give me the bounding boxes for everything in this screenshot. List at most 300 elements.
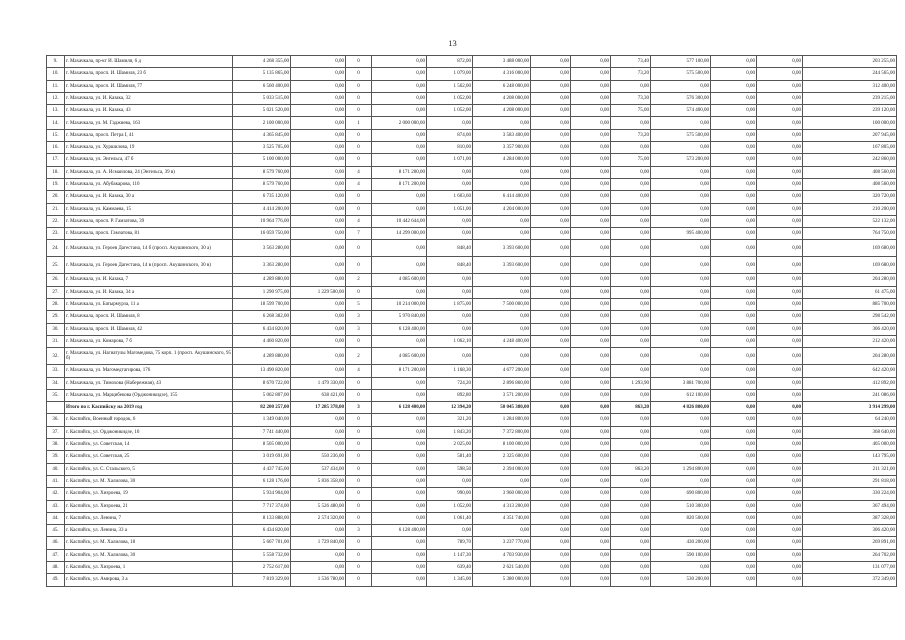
value-cell: 0,00	[611, 537, 651, 549]
value-cell: 3	[346, 323, 372, 335]
value-cell: 4 677 200,00	[473, 365, 531, 377]
value-cell: 0	[346, 377, 372, 389]
value-cell: 242 860,00	[803, 154, 897, 166]
value-cell: 577 100,00	[651, 56, 711, 68]
value-cell: 0,00	[473, 348, 531, 365]
value-cell: 0,00	[531, 574, 571, 586]
value-cell: 0,00	[651, 451, 711, 463]
value-cell: 0,00	[291, 80, 346, 92]
value-cell: 0,00	[611, 178, 651, 190]
address-cell: г. Махачкала, просп. И. Шамиля, 42	[65, 323, 233, 335]
value-cell: 0,00	[291, 525, 346, 537]
value-cell: 0,00	[531, 166, 571, 178]
value-cell: 0,00	[531, 154, 571, 166]
value-cell: 3 393 600,00	[473, 257, 531, 274]
value-cell: 0,00	[651, 80, 711, 92]
value-cell: 211 321,00	[803, 463, 897, 475]
value-cell: 0,00	[651, 286, 711, 298]
address-cell: г. Каспийск, ул. С. Стальского, 5	[65, 463, 233, 475]
value-cell: 0,00	[571, 228, 611, 240]
value-cell: 0,00	[427, 178, 473, 190]
row-number: 44.	[47, 512, 65, 524]
value-cell: 863,20	[611, 402, 651, 414]
value-cell: 0	[346, 286, 372, 298]
value-cell: 0,00	[757, 178, 803, 190]
address-cell: г. Махачкала, ул. Марцибекова (Орджоникидзе), 155	[65, 389, 233, 401]
value-cell: 690 800,00	[651, 488, 711, 500]
value-cell: 0,00	[372, 512, 427, 524]
value-cell: 0,00	[531, 365, 571, 377]
value-cell: 0,00	[757, 426, 803, 438]
value-cell: 0,00	[571, 166, 611, 178]
value-cell: 0,00	[291, 335, 346, 347]
table-row	[47, 500, 897, 512]
row-number: 39.	[47, 451, 65, 463]
value-cell: 0,00	[757, 299, 803, 311]
value-cell: 0,00	[757, 414, 803, 426]
row-number: 31.	[47, 335, 65, 347]
value-cell: 530 200,00	[651, 574, 711, 586]
value-cell: 810,00	[427, 142, 473, 154]
value-cell: 0,00	[711, 402, 757, 414]
value-cell: 0,00	[473, 311, 531, 323]
table-row	[47, 228, 897, 240]
value-cell: 6 434 820,00	[233, 525, 291, 537]
value-cell: 0,00	[611, 240, 651, 257]
value-cell: 0,00	[473, 525, 531, 537]
value-cell: 885 700,00	[803, 299, 897, 311]
address-cell: г. Махачкала, ул. Нагиатулы Магомедова, 75 корп. 1 (просп. Акушинского, 95 б)	[65, 348, 233, 365]
value-cell: 0,00	[531, 56, 571, 68]
address-cell: г. Каспийск, ул. М. Халилова, 30	[65, 475, 233, 487]
value-cell: 8 100 000,00	[473, 439, 531, 451]
value-cell: 1 229 500,00	[291, 286, 346, 298]
value-cell: 6 414 400,00	[473, 191, 531, 203]
value-cell: 0,00	[757, 228, 803, 240]
value-cell: 0,00	[611, 426, 651, 438]
value-cell: 612 100,00	[651, 389, 711, 401]
table-row	[47, 178, 897, 190]
value-cell: 0,00	[651, 414, 711, 426]
value-cell: 7 819 329,00	[233, 574, 291, 586]
row-number: 45.	[47, 525, 65, 537]
value-cell: 872,00	[427, 56, 473, 68]
address-cell: г. Махачкала, ул. А. Исмаилова, 24 (Энгельса, 39 в)	[65, 166, 233, 178]
value-cell: 848,40	[427, 240, 473, 257]
value-cell: 0,00	[757, 549, 803, 561]
value-cell: 0,00	[757, 561, 803, 573]
value-cell: 0,00	[611, 525, 651, 537]
value-cell: 0,00	[531, 475, 571, 487]
value-cell: 0,00	[711, 191, 757, 203]
row-number: 34.	[47, 377, 65, 389]
row-number: 30.	[47, 323, 65, 335]
value-cell: 0,00	[611, 335, 651, 347]
value-cell: 82 200 257,00	[233, 402, 291, 414]
value-cell: 0,00	[372, 488, 427, 500]
value-cell: 0,00	[291, 561, 346, 573]
value-cell: 3 563 280,00	[233, 240, 291, 257]
address-cell: г. Махачкала, ул. Героев Дагестана, 14 б (просп. Акушинского, 30 а)	[65, 240, 233, 257]
row-number: 26.	[47, 274, 65, 286]
value-cell: 0	[346, 129, 372, 141]
value-cell: 5 380 000,00	[473, 574, 531, 586]
value-cell: 0,00	[711, 488, 757, 500]
value-cell: 4 316 000,00	[473, 68, 531, 80]
address-cell: г. Каспийск, ул. Амирова, 3 а	[65, 574, 233, 586]
value-cell: 1 052,00	[427, 500, 473, 512]
value-cell: 995 400,00	[651, 228, 711, 240]
value-cell: 241 086,00	[803, 389, 897, 401]
address-cell: г. Махачкала, ул. Абубакарова, 110	[65, 178, 233, 190]
value-cell: 368 640,00	[803, 426, 897, 438]
value-cell: 0,00	[571, 402, 611, 414]
value-cell: 598,50	[427, 463, 473, 475]
value-cell: 3	[346, 311, 372, 323]
value-cell: 0,00	[757, 129, 803, 141]
value-cell: 0,00	[711, 299, 757, 311]
value-cell: 0,00	[473, 274, 531, 286]
value-cell: 2 100 000,00	[233, 117, 291, 129]
value-cell: 0,00	[651, 274, 711, 286]
table-row	[47, 215, 897, 227]
value-cell: 0,00	[531, 348, 571, 365]
value-cell: 0,00	[291, 549, 346, 561]
value-cell: 3 393 600,00	[473, 240, 531, 257]
row-number: 25.	[47, 257, 65, 274]
value-cell: 0,00	[711, 105, 757, 117]
address-cell: г. Махачкала, просп. Петра I, 41	[65, 129, 233, 141]
address-cell: г. Махачкала, просп. И. Шамиля, 23 б	[65, 68, 233, 80]
value-cell: 210 200,00	[803, 203, 897, 215]
value-cell: 0,00	[372, 203, 427, 215]
address-cell: г. Махачкала, ул. Хуршилова, 19	[65, 142, 233, 154]
value-cell: 7 500 000,00	[473, 299, 531, 311]
value-cell: 0,00	[611, 142, 651, 154]
value-cell: 0,00	[651, 561, 711, 573]
value-cell: 0,00	[372, 451, 427, 463]
value-cell: 0	[346, 68, 372, 80]
value-cell: 4 365 845,00	[233, 129, 291, 141]
value-cell: 0,00	[611, 348, 651, 365]
table-row	[47, 488, 897, 500]
page-number: 13	[448, 38, 457, 48]
value-cell: 0	[346, 537, 372, 549]
value-cell: 6 434 820,00	[233, 323, 291, 335]
value-cell: 0,00	[651, 142, 711, 154]
value-cell: 0,00	[372, 80, 427, 92]
value-cell: 6 128 400,00	[372, 525, 427, 537]
value-cell: 573 200,00	[651, 154, 711, 166]
value-cell: 430 200,00	[651, 537, 711, 549]
value-cell: 0,00	[711, 178, 757, 190]
address-cell: Итого по г. Каспийску на 2019 год	[65, 402, 233, 414]
value-cell: 4 208 000,00	[473, 105, 531, 117]
address-cell: г. Каспийск, ул. Ленина, 7	[65, 512, 233, 524]
value-cell: 0	[346, 56, 372, 68]
address-cell: г. Каспийск, ул. М. Халилова, 30	[65, 549, 233, 561]
value-cell: 5 558 732,00	[233, 549, 291, 561]
row-number: 46.	[47, 537, 65, 549]
table-row	[47, 414, 897, 426]
address-cell: г. Махачкала, ул. Батырмурза, 11 а	[65, 299, 233, 311]
table-row	[47, 561, 897, 573]
value-cell: 0,00	[611, 561, 651, 573]
value-cell: 0,00	[651, 335, 711, 347]
value-cell: 0,00	[651, 311, 711, 323]
value-cell: 0,00	[291, 117, 346, 129]
row-number: 49.	[47, 574, 65, 586]
value-cell: 0,00	[473, 323, 531, 335]
value-cell: 0,00	[611, 274, 651, 286]
value-cell: 550 236,00	[291, 451, 346, 463]
table-row	[47, 274, 897, 286]
value-cell: 408 560,00	[803, 166, 897, 178]
value-cell: 0,00	[651, 215, 711, 227]
value-cell: 408 560,00	[803, 178, 897, 190]
value-cell: 6 128 400,00	[372, 323, 427, 335]
value-cell: 0,00	[571, 203, 611, 215]
value-cell: 0,00	[372, 439, 427, 451]
value-cell: 0	[346, 500, 372, 512]
table-row	[47, 574, 897, 586]
value-cell: 0,00	[372, 561, 427, 573]
value-cell: 2 574 320,00	[291, 512, 346, 524]
value-cell: 0,00	[291, 323, 346, 335]
table-row	[47, 80, 897, 92]
value-cell: 0,00	[611, 500, 651, 512]
value-cell: 1 294 800,00	[651, 463, 711, 475]
value-cell: 5 526 480,00	[291, 500, 346, 512]
value-cell: 4 208 000,00	[473, 92, 531, 104]
value-cell: 0,00	[611, 166, 651, 178]
value-cell: 0	[346, 488, 372, 500]
value-cell: 0,00	[531, 512, 571, 524]
value-cell: 0,00	[711, 286, 757, 298]
value-cell: 0,00	[757, 215, 803, 227]
value-cell: 0	[346, 191, 372, 203]
value-cell: 0	[346, 92, 372, 104]
value-cell: 0,00	[531, 274, 571, 286]
value-cell: 0	[346, 439, 372, 451]
value-cell: 4 703 930,00	[473, 549, 531, 561]
value-cell: 0,00	[291, 365, 346, 377]
value-cell: 642 420,00	[803, 365, 897, 377]
value-cell: 0,00	[571, 117, 611, 129]
value-cell: 0,00	[757, 402, 803, 414]
value-cell: 0,00	[531, 228, 571, 240]
value-cell: 64 240,00	[803, 414, 897, 426]
row-number: 20.	[47, 191, 65, 203]
value-cell: 212 420,00	[803, 335, 897, 347]
value-cell: 6 128 176,00	[233, 475, 291, 487]
value-cell: 4 289 880,00	[233, 274, 291, 286]
table-row	[47, 348, 897, 365]
value-cell: 0,00	[531, 389, 571, 401]
value-cell: 0,00	[651, 257, 711, 274]
value-cell: 75,00	[611, 154, 651, 166]
value-cell: 4	[346, 178, 372, 190]
value-cell: 0,00	[427, 166, 473, 178]
value-cell: 3 571 200,00	[473, 389, 531, 401]
value-cell: 576 300,00	[651, 92, 711, 104]
value-cell: 0,00	[611, 191, 651, 203]
value-cell: 0,00	[651, 299, 711, 311]
value-cell: 1 079,00	[427, 68, 473, 80]
value-cell: 16 059 750,00	[233, 228, 291, 240]
value-cell: 4 414 200,00	[233, 203, 291, 215]
value-cell: 1 479 330,00	[291, 377, 346, 389]
value-cell: 0,00	[291, 488, 346, 500]
value-cell: 0,00	[372, 574, 427, 586]
row-number: 41.	[47, 475, 65, 487]
value-cell: 372 349,00	[803, 574, 897, 586]
row-number: 17.	[47, 154, 65, 166]
value-cell: 0,00	[757, 348, 803, 365]
value-cell: 0,00	[651, 323, 711, 335]
value-cell: 73,30	[611, 92, 651, 104]
value-cell: 0	[346, 426, 372, 438]
value-cell: 1 293,90	[611, 377, 651, 389]
value-cell: 143 795,00	[803, 451, 897, 463]
value-cell: 0,00	[757, 500, 803, 512]
register-table	[46, 55, 897, 587]
value-cell: 306 420,00	[803, 525, 897, 537]
value-cell: 0,00	[531, 178, 571, 190]
value-cell: 330 224,00	[803, 488, 897, 500]
value-cell: 0,00	[571, 286, 611, 298]
value-cell: 4	[346, 365, 372, 377]
value-cell: 0,00	[372, 463, 427, 475]
value-cell: 0,00	[571, 561, 611, 573]
value-cell: 3	[346, 525, 372, 537]
row-number: 19.	[47, 178, 65, 190]
value-cell: 874,00	[427, 129, 473, 141]
value-cell: 0,00	[531, 203, 571, 215]
value-cell: 1 168,30	[427, 365, 473, 377]
value-cell: 0,00	[611, 323, 651, 335]
value-cell: 0,00	[531, 80, 571, 92]
value-cell: 0,00	[757, 80, 803, 92]
value-cell: 0,00	[611, 228, 651, 240]
value-cell: 537 434,00	[291, 463, 346, 475]
value-cell: 0,00	[372, 142, 427, 154]
value-cell: 0,00	[571, 549, 611, 561]
value-cell: 575 500,00	[651, 129, 711, 141]
value-cell: 73,20	[611, 129, 651, 141]
row-number: 37.	[47, 426, 65, 438]
value-cell: 0,00	[571, 299, 611, 311]
value-cell: 269 891,00	[803, 537, 897, 549]
value-cell: 0,00	[757, 488, 803, 500]
table-row	[47, 257, 897, 274]
value-cell: 0	[346, 257, 372, 274]
value-cell: 0,00	[757, 389, 803, 401]
value-cell: 0,00	[473, 228, 531, 240]
table-row	[47, 311, 897, 323]
value-cell: 0,00	[531, 402, 571, 414]
value-cell: 0,00	[711, 154, 757, 166]
value-cell: 0,00	[291, 203, 346, 215]
value-cell: 0,00	[757, 475, 803, 487]
value-cell: 0,00	[611, 117, 651, 129]
table-row	[47, 203, 897, 215]
value-cell: 0,00	[711, 323, 757, 335]
value-cell: 169 680,00	[803, 257, 897, 274]
value-cell: 167 805,00	[803, 142, 897, 154]
value-cell: 0,00	[757, 257, 803, 274]
value-cell: 0	[346, 463, 372, 475]
value-cell: 204 280,00	[803, 274, 897, 286]
value-cell: 0,00	[531, 463, 571, 475]
value-cell: 0,00	[757, 365, 803, 377]
address-cell: г. Махачкала, ул. Каммаева, 15	[65, 203, 233, 215]
value-cell: 239 120,00	[803, 105, 897, 117]
value-cell: 0,00	[291, 68, 346, 80]
value-cell: 0,00	[571, 92, 611, 104]
address-cell: г. Махачкала, ул. И. Казака, 34 а	[65, 286, 233, 298]
table-row	[47, 299, 897, 311]
value-cell: 0,00	[531, 286, 571, 298]
table-row	[47, 377, 897, 389]
value-cell: 0,00	[611, 257, 651, 274]
value-cell: 10 214 000,00	[372, 299, 427, 311]
value-cell: 1 051,00	[427, 203, 473, 215]
value-cell: 0	[346, 154, 372, 166]
address-cell: г. Каспийск, ул. Орджоникидзе, 10	[65, 426, 233, 438]
value-cell: 0,00	[372, 426, 427, 438]
value-cell: 0,00	[711, 537, 757, 549]
address-cell: г. Махачкала, просп. И. Шамиля, 8	[65, 311, 233, 323]
row-number: 32.	[47, 348, 65, 365]
value-cell: 724,20	[427, 377, 473, 389]
value-cell: 0,00	[757, 377, 803, 389]
value-cell: 0,00	[571, 68, 611, 80]
value-cell: 18 599 700,00	[233, 299, 291, 311]
value-cell: 0,00	[571, 451, 611, 463]
value-cell: 3 881 700,00	[651, 377, 711, 389]
value-cell: 5 836 358,00	[291, 475, 346, 487]
table-row	[47, 240, 897, 257]
value-cell: 0,00	[473, 215, 531, 227]
value-cell: 0,00	[711, 365, 757, 377]
value-cell: 4 085 600,00	[372, 274, 427, 286]
value-cell: 5 021 520,00	[233, 105, 291, 117]
table-row	[47, 105, 897, 117]
value-cell: 0,00	[711, 274, 757, 286]
value-cell: 298 542,00	[803, 311, 897, 323]
value-cell: 8 579 760,00	[233, 178, 291, 190]
value-cell: 0	[346, 475, 372, 487]
table-row	[47, 323, 897, 335]
value-cell: 0,00	[757, 311, 803, 323]
value-cell: 0,00	[427, 215, 473, 227]
value-cell: 0,00	[571, 240, 611, 257]
table-row	[47, 365, 897, 377]
value-cell: 6 248 000,00	[473, 80, 531, 92]
row-number: 38.	[47, 439, 65, 451]
value-cell: 0,00	[291, 274, 346, 286]
value-cell: 0,00	[531, 105, 571, 117]
value-cell: 0	[346, 142, 372, 154]
value-cell: 3 019 691,00	[233, 451, 291, 463]
value-cell: 0,00	[651, 426, 711, 438]
value-cell: 0,00	[427, 117, 473, 129]
value-cell: 789,70	[427, 537, 473, 549]
value-cell: 0,00	[757, 203, 803, 215]
row-number: 35.	[47, 389, 65, 401]
value-cell: 0	[346, 561, 372, 573]
